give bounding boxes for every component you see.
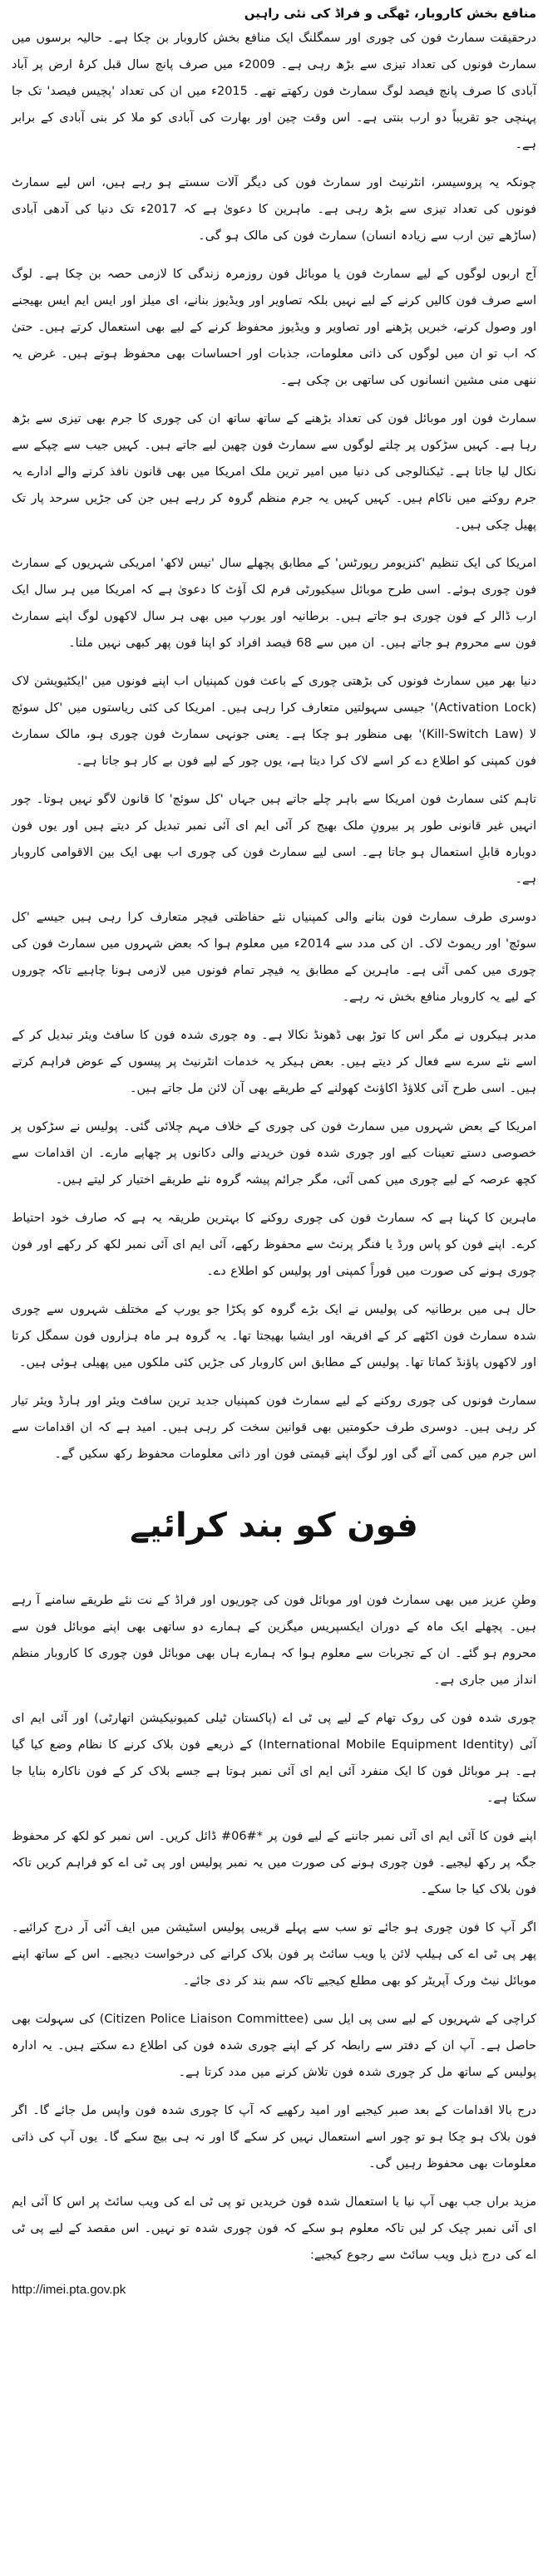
section-title: فون کو بند کرائیے — [130, 1507, 418, 1545]
article-body-part2 — [12, 1587, 536, 2269]
article-paragraph: مدبر ہیکروں نے مگر اس کا توڑ بھی ڈھونڈ نکالا ہے۔ وہ چوری شدہ فون کا سافٹ ویئر تبدیل کر کے اسے نئے سرے سے فعال کر دیتے ہیں۔ بعض ہیکر یہ خدمات انٹرنیٹ پر پیسوں کے عوض فراہم کرتے ہیں۔ اسی طرح آئی کلاؤڈ اکاؤنٹ کھولنے کے طریقے بھی آن لائن مل جاتے ہیں۔ — [12, 1029, 536, 1095]
pta-imei-url[interactable]: http://imei.pta.gov.pk — [12, 2283, 126, 2297]
article-paragraph: سمارٹ فونوں کی چوری روکنے کے لیے سمارٹ فون کمپنیاں جدید ترین سافٹ ویئر اور ہارڈ ویئر تیار کر رہی ہیں۔ دوسری طرف حکومتیں بھی قوانین سخت کر رہی ہیں۔ امید ہے کہ ان اقدامات سے اس جرم میں کمی آئے گی اور لوگ اپنے قیمتی فون اور ذاتی معلومات محفوظ رکھ سکیں گے۔ — [12, 1394, 536, 1461]
article-paragraph: وطنِ عزیز میں بھی سمارٹ فون اور موبائل فون کی چوریوں اور فراڈ کے نت نئے طریقے سامنے آ رہے ہیں۔ پچھلے ایک ماہ کے دوران ایکسپریس میگزین کے ہمارے دو ساتھی بھی اپنے موبائل فون سے محروم ہو گئے۔ ان کے تجربات سے معلوم ہوا کہ ہمارے ہاں بھی موبائل فون چوری کا کاروبار منظم انداز میں جاری ہے۔ — [12, 1594, 536, 1687]
article-paragraph: کراچی کے شہریوں کے لیے سی پی ایل سی (Citizen Police Liaison Committee) کی سہولت بھی حاصل ہے۔ آپ ان کے دفتر سے رابطہ کر کے اپنے چوری شدہ فون کی اطلاع دے سکتے ہیں۔ یہ ادارہ پولیس کے ساتھ مل کر چوری شدہ فون تلاش کرنے میں مدد کرتا ہے۔ — [12, 2013, 536, 2079]
article-paragraph: تاہم کئی سمارٹ فون امریکا سے باہر چلے جاتے ہیں جہاں 'کل سوئچ' کا قانون لاگو نہیں ہوتا۔ چور انہیں غیر قانونی طور پر بیرونِ ملک بھیج کر آئی ایم ای آئی نمبر تبدیل کر دیتے ہیں اور یوں فون دوبارہ قابلِ استعمال ہو جاتا ہے۔ اسی لیے سمارٹ فون کی چوری اب بھی ایک بین الاقوامی کاروبار ہے۔ — [12, 793, 536, 886]
article-body-part1 — [12, 25, 536, 1467]
article-paragraph: دوسری طرف سمارٹ فون بنانے والی کمپنیاں نئے حفاظتی فیچر متعارف کرا رہی ہیں جیسے 'کل سوئچ' اور ریموٹ لاک۔ ان کی مدد سے 2014ء میں معلوم ہوا کہ بعض شہروں میں سمارٹ فون کی چوری میں کمی آئی ہے۔ ماہرین کے مطابق یہ فیچر تمام فونوں میں لازمی ہونا چاہیے تاکہ چوروں کے لیے یہ کاروبار منافع بخش نہ رہے۔ — [12, 911, 536, 1004]
article-paragraph: حال ہی میں برطانیہ کی پولیس نے ایک بڑے گروہ کو پکڑا جو یورپ کے مختلف شہروں سے چوری شدہ سمارٹ فون اکٹھے کر کے افریقہ اور ایشیا بھیجتا تھا۔ یہ گروہ ہر ماہ ہزاروں فون سمگل کرتا اور لاکھوں پاؤنڈ کماتا تھا۔ پولیس کے مطابق اس کاروبار کی جڑیں کئی ملکوں میں پھیلی ہوئی ہیں۔ — [12, 1303, 536, 1369]
article-paragraph: سمارٹ فون اور موبائل فون کی تعداد بڑھنے کے ساتھ ساتھ ان کی چوری کا جرم بھی تیزی سے بڑھ رہا ہے۔ کہیں سڑکوں پر چلتے لوگوں سے سمارٹ فون چھین لیے جاتے ہیں۔ کہیں جیب سے چپکے سے نکال لیا جاتا ہے۔ ٹیکنالوجی کی دنیا میں امیر ترین ملک امریکا میں بھی قانون نافذ کرنے والے ادارے یہ جرم روکنے میں ناکام ہیں۔ کہیں کہیں یہ جرم منظم گروہ کر رہے ہیں جن کی جڑیں سرحد پار تک پھیل چکی ہیں۔ — [12, 412, 536, 532]
article-paragraph: درحقیقت سمارٹ فون کی چوری اور سمگلنگ ایک منافع بخش کاروبار بن چکا ہے۔ حالیہ برسوں میں سمارٹ فونوں کی تعداد تیزی سے بڑھ رہی ہے۔ 2009ء میں صرف پانچ سال قبل کرۂ ارض پر آباد آبادی کا صرف پانچ فیصد لوگ سمارٹ فون رکھتے تھے۔ 2015ء میں ان کی تعداد 'پچیس فیصد' تک جا پہنچی جو تقریباً دو ارب بنتی ہے۔ اس وقت چین اور بھارت کی آبادی کو ملا کر بنی آبادی کے برابر ہے۔ — [12, 32, 537, 151]
article-headline: منافع بخش کاروبار، ٹھگی و فراڈ کی نئی راہیں — [244, 6, 536, 21]
article-paragraph: آج اربوں لوگوں کے لیے سمارٹ فون یا موبائل فون روزمرہ زندگی کا لازمی حصہ بن چکا ہے۔ لوگ اسے صرف فون کالیں کرنے کے لیے نہیں بلکہ تصاویر اور ویڈیوز بنانے، ای میلز اور ایس ایم ایس بھیجنے اور وصول کرنے، خبریں پڑھنے اور تصاویر و ویڈیوز محفوظ کرنے کے لیے بھی استعمال کرتے ہیں۔ حتیٰ کہ اب تو ان میں لوگوں کی ذاتی معلومات، جذبات اور احساسات بھی محفوظ ہوتے ہیں۔ غرض یہ ننھی منی مشین انسانوں کی ساتھی بن چکی ہے۔ — [12, 268, 536, 387]
article-paragraph: امریکا کی ایک تنظیم 'کنزیومر رپورٹس' کے مطابق پچھلے سال 'تیس لاکھ' امریکی شہریوں کے سمارٹ فون چوری ہوئے۔ اسی طرح موبائل سیکیورٹی فرم لک آؤٹ کا دعویٰ ہے کہ امریکا میں ہر سال ایک ارب ڈالر کے فون چوری ہو جاتے ہیں۔ برطانیہ اور یورپ میں بھی ہر سال لاکھوں لوگ اپنے سمارٹ فون سے محروم ہو جاتے ہیں۔ ان میں سے 68 فیصد افراد کو اپنا فون پھر کبھی نہیں ملتا۔ — [12, 557, 536, 650]
article-paragraph: اگر آپ کا فون چوری ہو جائے تو سب سے پہلے قریبی پولیس اسٹیشن میں ایف آئی آر درج کرائیے۔ پھر پی ٹی اے کی ہیلپ لائن یا ویب سائٹ پر فون بلاک کرانے کی درخواست دیجیے۔ اس کے ساتھ اپنے موبائل نیٹ ورک آپریٹر کو بھی مطلع کیجیے تاکہ سم بند کر دی جائے۔ — [12, 1921, 536, 1988]
article-paragraph: امریکا کے بعض شہروں میں سمارٹ فون کی چوری کے خلاف مہم چلائی گئی۔ پولیس نے سڑکوں پر خصوصی دستے تعینات کیے اور چوری شدہ فون خریدنے والی دکانوں پر چھاپے مارے۔ ان اقدامات سے کچھ عرصہ کے لیے چوری میں کمی آئی، مگر جرائم پیشہ گروہ نئے طریقے اختیار کر لیتے ہیں۔ — [12, 1120, 536, 1187]
article-paragraph: چونکہ یہ پروسیسر، انٹرنیٹ اور سمارٹ فون کی دیگر آلات سستے ہو رہے ہیں، اس لیے سمارٹ فونوں کی تعداد تیزی سے بڑھ رہی ہے۔ ماہرین کا دعویٰ ہے کہ 2017ء تک دنیا کی آدھی آبادی (ساڑھے تین ارب سے زیادہ انسان) سمارٹ فون کی مالک ہو گی۔ — [12, 176, 536, 243]
article-paragraph: ماہرین کا کہنا ہے کہ سمارٹ فون کی چوری روکنے کا بہترین طریقہ یہ ہے کہ صارف خود احتیاط کرے۔ اپنے فون کو پاس ورڈ یا فنگر پرنٹ سے محفوظ رکھے، آئی ایم ای آئی نمبر لکھ کر رکھے اور فون چوری ہونے کی صورت میں فوراً کمپنی اور پولیس کو اطلاع دے۔ — [12, 1212, 536, 1278]
article-paragraph: مزید براں جب بھی آپ نیا یا استعمال شدہ فون خریدیں تو پی ٹی اے کی ویب سائٹ پر اس کا آئی ایم ای آئی نمبر چیک کر لیں تاکہ معلوم ہو سکے کہ فون چوری شدہ تو نہیں۔ اس مقصد کے لیے پی ٹی اے کی درج ذیل ویب سائٹ سے رجوع کیجیے: — [12, 2195, 536, 2262]
article-paragraph: چوری شدہ فون کی روک تھام کے لیے پی ٹی اے (پاکستان ٹیلی کمیونیکیشن اتھارٹی) اور آئی ایم ای آئی (International Mobile Equipment Identity) کے ذریعے فون بلاک کرنے کا نظام وضع کیا گیا ہے۔ ہر موبائل فون کا ایک منفرد آئی ایم ای آئی نمبر ہوتا ہے جسے بلاک کر کے فون ناکارہ بنایا جا سکتا ہے۔ — [12, 1712, 536, 1805]
article-paragraph: دنیا بھر میں سمارٹ فونوں کی بڑھتی چوری کے باعث فون کمپنیاں اب اپنے فونوں میں 'ایکٹیویشن لاک (Activation Lock)' جیسی سہولتیں متعارف کرا رہی ہیں۔ امریکا کی کئی ریاستوں میں 'کل سوئچ لا (Kill-Switch Law)' بھی منظور ہو چکا ہے۔ یعنی جونہی سمارٹ فون چوری ہو، مالک سمارٹ فون کمپنی کو اطلاع دے کر اسے لاک کرا دیتا ہے، یوں چور کے لیے فون بے کار ہو جاتا ہے۔ — [12, 675, 537, 768]
article-paragraph: اپنے فون کا آئی ایم ای آئی نمبر جاننے کے لیے فون پر *#06# ڈائل کریں۔ اس نمبر کو لکھ کر محفوظ جگہ پر رکھ لیجیے۔ فون چوری ہونے کی صورت میں یہ نمبر پولیس اور پی ٹی اے کو فراہم کریں تاکہ فون بلاک کیا جا سکے۔ — [12, 1830, 536, 1896]
article-paragraph: درج بالا اقدامات کے بعد صبر کیجیے اور امید رکھیے کہ آپ کا چوری شدہ فون واپس مل جائے گا۔ اگر فون بلاک ہو چکا ہو تو چور اسے استعمال نہیں کر سکے گا اور نہ ہی بیچ سکے گا۔ یوں آپ کی ذاتی معلومات بھی محفوظ رہیں گی۔ — [12, 2104, 536, 2170]
